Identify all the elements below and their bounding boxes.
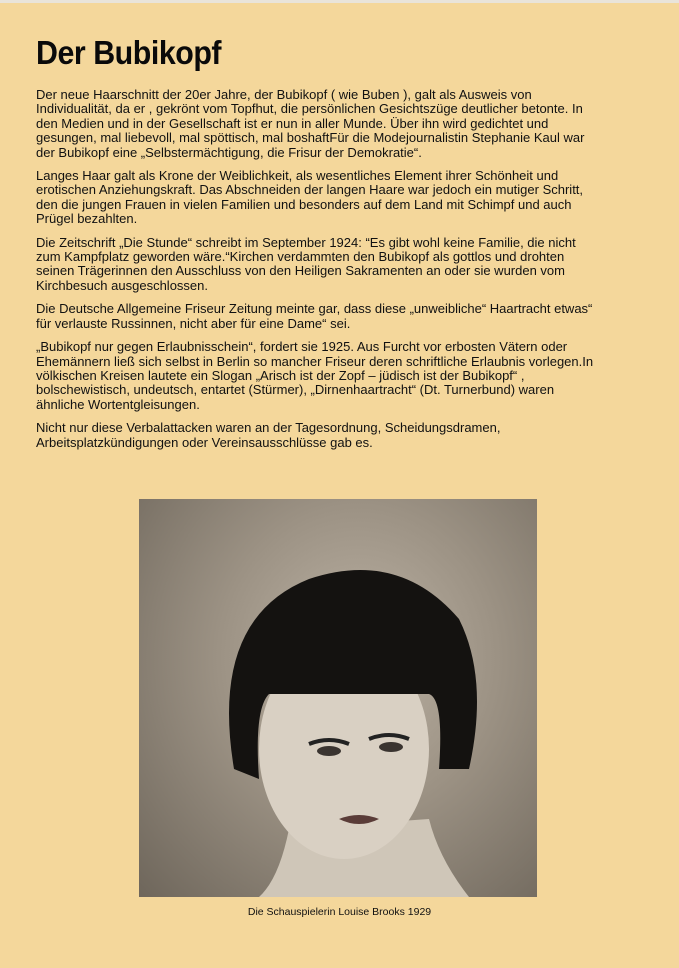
text-line: Prügel bezahlten. xyxy=(36,211,138,227)
text-line: Nicht nur diese Verbalattacken waren an der Tagesordnung, Scheidungsdramen, xyxy=(36,420,501,436)
paragraph xyxy=(36,421,656,450)
text-line: Die Deutsche Allgemeine Friseur Zeitung meinte gar, dass diese „unweibliche“ Haartracht etwas“ xyxy=(36,301,593,317)
text-line: Die Zeitschrift „Die Stunde“ schreibt im September 1924: “Es gibt wohl keine Familie, die nicht xyxy=(36,234,576,250)
text-line: Kirchbesuch ausgeschlossen. xyxy=(36,277,208,293)
text-line: erotischen Anziehungskraft. Das Abschneiden der langen Haare war jedoch ein mutiger Schritt, xyxy=(36,182,584,198)
text-line: Individualität, da er , gekrönt vom Topfhut, die persönlichen Gesichtszüge deutlicher betonte. In xyxy=(36,101,583,117)
text-line: Langes Haar galt als Krone der Weiblichkeit, als wesentliches Element ihrer Schönheit und xyxy=(36,168,559,184)
text-line: völkischen Kreisen lautete ein Slogan „Arisch ist der Zopf – jüdisch ist der Bubikopf“ , xyxy=(36,367,525,383)
article-body xyxy=(36,88,656,450)
text-line: Arbeitsplatzkündigungen oder Vereinsausschlüsse gab es. xyxy=(36,434,373,450)
paragraph xyxy=(36,236,656,294)
text-line: seinen Trägerinnen den Ausschluss von den Heiligen Sakramenten an oder sie wurden vom xyxy=(36,263,565,279)
text-line: den die jungen Frauen in vielen Familien und besonders auf dem Land mit Schimpf und auch xyxy=(36,196,572,212)
text-line: „Bubikopf nur gegen Erlaubnisschein“, fordert sie 1925. Aus Furcht vor erbosten Vätern oder xyxy=(36,339,568,355)
top-border xyxy=(0,0,679,3)
paragraph xyxy=(36,340,656,412)
page-title: Der Bubikopf xyxy=(36,34,222,71)
portrait-photo xyxy=(139,499,537,897)
photo-caption: Die Schauspielerin Louise Brooks 1929 xyxy=(247,906,432,918)
paragraph xyxy=(36,302,656,331)
text-line: gesungen, mal liebevoll, mal spöttisch, mal boshaftFür die Modejournalistin Stephanie Kaul war xyxy=(36,130,585,146)
text-line: ähnliche Wortentgleisungen. xyxy=(36,396,200,412)
text-line: den Medien und in der Gesellschaft ist er nun in aller Munde. Über ihn wird gedichtet und xyxy=(36,115,549,131)
portrait-illustration xyxy=(139,499,537,897)
text-line: Der neue Haarschnitt der 20er Jahre, der Bubikopf ( wie Buben ), galt als Ausweis von xyxy=(36,87,532,102)
text-line: zum Kampfplatz geworden wäre.“Kirchen verdammten den Bubikopf als gottlos und drohten xyxy=(36,249,565,265)
paragraph xyxy=(36,88,656,160)
text-line: bolschewistisch, undeutsch, entartet (Stürmer), „Dirnenhaartracht“ (Dt. Turnerbund) waren xyxy=(36,382,555,398)
text-line: Ehemännern ließ sich selbst in Berlin so mancher Friseur deren schriftliche Erlaubnis vorlegen.In xyxy=(36,353,594,369)
text-line: der Bubikopf eine „Selbstermächtigung, die Frisur der Demokratie“. xyxy=(36,144,422,160)
text-line: für verlauste Russinnen, nicht aber für eine Dame“ sei. xyxy=(36,315,351,331)
paragraph xyxy=(36,169,656,227)
